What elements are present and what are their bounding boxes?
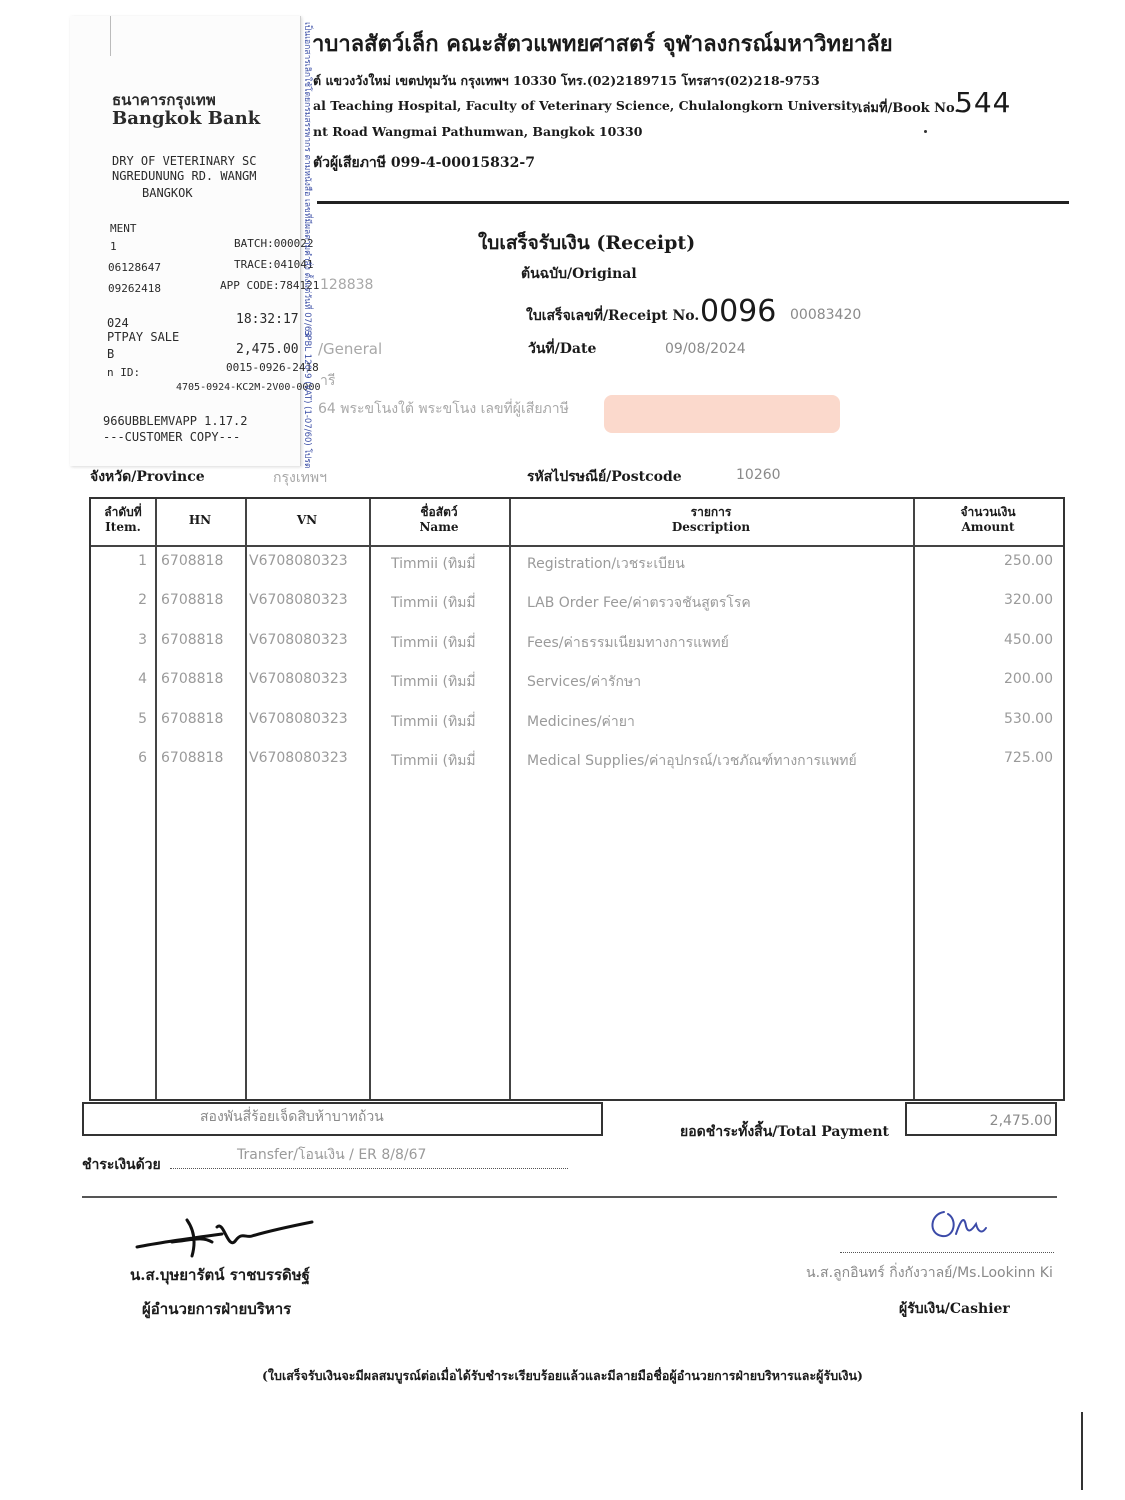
slip-sale-type: PTPAY SALE [107,330,180,344]
vn-cell: V6708080323 [249,592,348,609]
hospital-address-english: nt Road Wangmai Pathumwan, Bangkok 10330 [313,124,643,139]
description-cell: Registration/เวชระเบียน [527,556,685,572]
description-cell: Medical Supplies/ค่าอุปกรณ์/เวชภัณฑ์ทางการแพทย์ [527,753,857,769]
description-cell: Fees/ค่าธรรมเนียมทางการแพทย์ [527,634,729,651]
page-edge-line [1081,1412,1083,1490]
dot-mark [924,130,927,133]
item-cell: 4 [138,671,147,688]
name-cell: Timmii (ทิมมี่ [391,753,476,769]
description-cell: Medicines/ค่ายา [527,713,635,730]
hn-cell: 6708818 [161,671,224,688]
header-rule [317,201,1069,204]
items-table [89,497,1065,1101]
receipt-title: ใบเสร็จรับเงิน (Receipt) [478,232,696,254]
cashier-name: น.ส.ลูกอินทร์ กิ่งกังวาลย์/Ms.Lookinn Ki [806,1265,1053,1281]
hn-cell: 6708818 [161,553,224,569]
hn-cell: 6708818 [161,750,224,766]
name-cell: Timmii (ทิมมี่ [391,634,476,651]
vn-cell: V6708080323 [249,710,348,727]
amount-cell: 200.00 [1004,671,1053,688]
item-cell: 2 [138,592,147,609]
hn-cell: 6708818 [161,592,224,609]
left-signature [132,1212,322,1262]
province-label: จังหวัด/Province [90,469,205,485]
table-row [91,553,1063,575]
amount-cell: 320.00 [1004,592,1053,609]
slip-merchant-line: BANGKOK [142,186,193,200]
column-header-name: ชื่อสัตว์ Name [419,505,459,534]
slip-copy-label: ---CUSTOMER COPY--- [103,430,241,444]
book-no-label: เล่มที่/Book No. [858,101,960,116]
vertical-stamp [298,22,318,469]
slip-tid: 06128647 [108,261,161,274]
customer-id: 128838 [320,277,374,293]
paid-by-label: ชำระเงินด้วย [82,1157,161,1173]
slip-app-version: 966UBBLEMVAPP 1.17.2 [103,414,248,428]
item-cell: 1 [138,553,147,569]
table-row [91,632,1063,654]
slip-line: 1 [110,240,117,253]
left-signer-name: น.ส.บุษยารัตน์ ราชบรรดิษฐ์ [130,1266,310,1284]
customer-type: /General [318,340,383,358]
amount-in-words: สองพันสี่ร้อยเจ็ดสิบห้าบาทถ้วน [200,1109,384,1125]
slip-ref-id: 0015-0926-2418 [226,361,319,374]
hospital-name-thai: าบาลสัตว์เล็ก คณะสัตวแพทยศาสตร์ จุฬาลงกรณ์มหาวิทยาลัย [312,31,893,57]
column-header-amount: จำนวนเงิน Amount [960,505,1016,534]
hospital-name-english: al Teaching Hospital, Faculty of Veterinary Science, Chulalongkorn University [313,98,859,113]
bank-name-english: Bangkok Bank [112,108,261,129]
vn-cell: V6708080323 [249,553,348,569]
item-cell: 5 [138,710,147,727]
postcode-label: รหัสไปรษณีย์/Postcode [527,469,682,485]
name-cell: Timmii (ทิมมี่ [391,595,476,612]
slip-app-code: APP CODE:784121 [220,279,320,292]
hn-cell: 6708818 [161,710,224,727]
slip-line: B [107,347,115,361]
amount-cell: 450.00 [1004,631,1053,648]
column-header-hn: HN [188,513,212,527]
vn-cell: V6708080323 [249,750,348,766]
receipt-no-label: ใบเสร็จเลขที่/Receipt No. [526,308,700,324]
footnote: (ใบเสร็จรับเงินจะมีผลสมบูรณ์ต่อเมื่อได้รับชำระเรียบร้อยแล้วและมีลายมือชื่อผู้อำนวยการฝ่ายบริหารและผู้รับเงิน) [262,1368,863,1383]
name-cell: Timmii (ทิมมี่ [391,674,476,691]
slip-ref-label: n ID: [107,366,141,379]
table-row [91,592,1063,614]
slip-amount: 2,475.00 [236,342,299,357]
table-row [91,671,1063,693]
table-row [91,711,1063,733]
slip-merchant-line: DRY OF VETERINARY SC [112,154,257,168]
amount-cell: 250.00 [1004,553,1053,569]
stamp-text-1: เป็นเอกสารเลิกใช้โดยกรมสรรพากร ตามหนังสือ เลขที่มีผลตามคำสั่ง ตั้งแต่วันที่ 07/63 [302,22,312,337]
amount-cell: 725.00 [1004,750,1053,766]
bank-name-thai: ธนาคารกรุงเทพ [112,91,216,109]
date-label: วันที่/Date [528,341,597,357]
description-cell: Services/ค่ารักษา [527,674,642,691]
cashier-dotted-line [840,1252,1054,1253]
slip-trace: TRACE:041041 [234,258,314,271]
copy-type: ต้นฉบับ/Original [521,266,637,282]
vn-cell: V6708080323 [249,631,348,648]
item-cell: 6 [138,750,147,766]
receipt-running-no: 00083420 [790,307,862,323]
vn-cell: V6708080323 [249,671,348,688]
hospital-address-thai: ต์ แขวงวังใหม่ เขตปทุมวัน กรุงเทพฯ 10330 โทร.(02)2189715 โทรสาร(02)218-9753 [313,73,820,88]
left-signer-title: ผู้อำนวยการฝ่ายบริหาร [142,1300,292,1318]
column-header-description: รายการ Description [671,505,751,534]
right-signature [926,1204,990,1244]
slip-line: MENT [110,222,137,235]
receipt-no: 0096 [700,294,777,329]
slip-batch: BATCH:000022 [234,237,314,250]
total-payment-value: 2,475.00 [989,1113,1052,1129]
slip-time: 18:32:17 [236,312,299,327]
postcode-value: 10260 [736,467,781,483]
amount-cell: 530.00 [1004,710,1053,727]
slip-ref-code: 4705-0924-KC2M-2V00-0000 [176,382,321,393]
name-cell: Timmii (ทิมมี่ [391,556,476,572]
column-header-item: ลำดับที่ Item. [104,505,142,534]
slip-mid: 09262418 [108,282,161,295]
column-header-vn: VN [296,513,318,527]
redaction-block [604,395,840,433]
tax-id: ตัวผู้เสียภาษี 099-4-00015832-7 [313,155,535,171]
paid-by-value: Transfer/โอนเงิน / ER 8/8/67 [237,1147,427,1163]
province-value: กรุงเทพฯ [273,470,327,486]
total-payment-label: ยอดชำระทั้งสิ้น/Total Payment [680,1124,890,1140]
slip-date: 024 [107,316,129,330]
signature-separator [82,1196,1057,1198]
receipt-date: 09/08/2024 [665,341,746,357]
customer-address: 64 พระขโนงใต้ พระขโนง เลขที่ผู้เสียภาษี [318,401,569,417]
cashier-title: ผู้รับเงิน/Cashier [899,1301,1010,1317]
table-row [91,750,1063,772]
customer-name: ารี [320,373,336,389]
book-no: 544 [955,86,1012,119]
description-cell: LAB Order Fee/ค่าตรวจชันสูตรโรค [527,595,751,612]
stamp-text-2: SPBL 120-9 (VAT) (1-07/60) โปรด [302,330,312,469]
name-cell: Timmii (ทิมมี่ [391,713,476,730]
slip-merchant-line: NGREDUNUNG RD. WANGM [112,169,257,183]
item-cell: 3 [138,631,147,648]
paid-by-dotted-line [170,1168,568,1169]
hn-cell: 6708818 [161,631,224,648]
